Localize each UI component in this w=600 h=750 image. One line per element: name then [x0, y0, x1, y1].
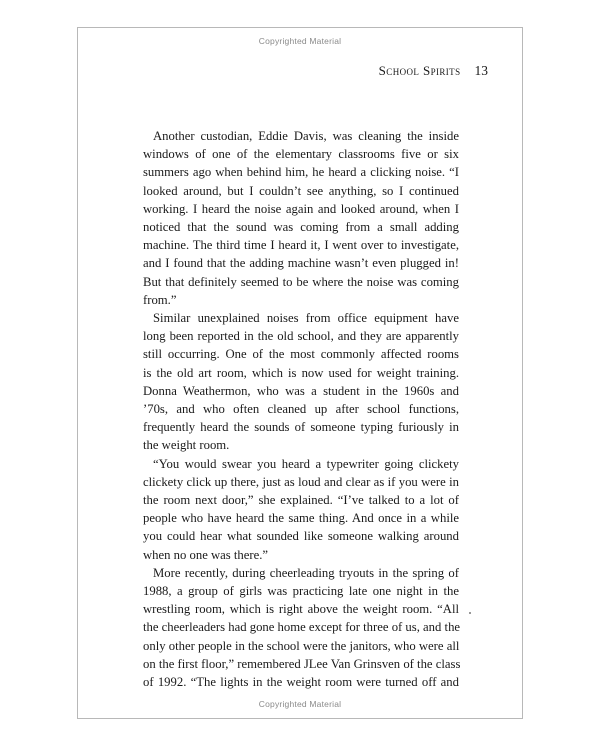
paragraph	[143, 127, 459, 309]
text-line: from.”	[143, 292, 177, 307]
text-line: you could hear what sounded like someone walking around	[143, 529, 459, 544]
text-line: summers ago when behind him, he heard a clicking noise. “I	[143, 165, 459, 180]
text-line: people who have heard the same thing. And once in a while	[143, 511, 459, 526]
copyright-watermark-bottom: Copyrighted Material	[258, 699, 342, 709]
text-line: still occurring. One of the most commonly affected rooms	[143, 347, 459, 362]
text-line: wrestling room, which is right above the weight room. “All	[143, 602, 459, 617]
text-line: windows of one of the elementary classrooms five or six	[143, 147, 459, 162]
running-title: School Spirits	[378, 63, 461, 78]
paragraph	[143, 309, 459, 455]
text-line: when no one was there.”	[143, 547, 269, 562]
body-text	[143, 127, 459, 691]
text-line: of 1992. “The lights in the weight room were turned off and	[143, 675, 459, 690]
text-line: 1988, a group of girls was practicing late one night in the	[143, 584, 459, 599]
text-line: Donna Weathermon, who was a student in the 1960s and	[143, 383, 459, 398]
text-line: “You would swear you heard a typewriter going clickety	[153, 456, 459, 471]
text-line: the weight room.	[143, 438, 230, 453]
page-number: 13	[474, 63, 488, 78]
copyright-watermark-top: Copyrighted Material	[258, 36, 342, 46]
text-line: noticed that the sound was coming from a small adding	[143, 220, 459, 235]
text-line: But that definitely seemed to be where the noise was coming	[143, 274, 459, 289]
text-line: machine. The third time I heard it, I went over to investigate,	[143, 238, 459, 253]
text-line: on the first floor,” remembered JLee Van Grinsven of the class	[143, 656, 461, 671]
paragraph	[143, 564, 459, 691]
text-line: frequently heard the sounds of someone typing furiously in	[143, 420, 459, 435]
text-line: is the old art room, which is now used for weight training.	[143, 365, 459, 380]
text-line: Another custodian, Eddie Davis, was cleaning the inside	[153, 129, 459, 143]
text-line: Similar unexplained noises from office equipment have	[153, 311, 459, 326]
print-speck	[469, 612, 471, 614]
text-line: ’70s, and who often cleaned up after school functions,	[143, 402, 459, 417]
paragraph	[143, 455, 459, 564]
text-line: and I found that the adding machine wasn’t even plugged in!	[143, 256, 459, 271]
text-line: clickety click up there, just as loud and clear as if you were in	[143, 474, 459, 489]
text-line: the cheerleaders had gone home except for three of us, and the	[143, 620, 461, 635]
text-line: More recently, during cheerleading tryouts in the spring of	[153, 565, 459, 580]
text-line: looked around, but I couldn’t see anything, so I continued	[143, 183, 459, 198]
text-line: only other people in the school were the janitors, who were all	[143, 638, 460, 653]
running-head	[379, 63, 488, 79]
text-line: long been reported in the old school, and they are apparently	[143, 329, 459, 344]
text-line: the room next door,” she explained. “I’ve talked to a lot of	[143, 493, 459, 508]
text-line: working. I heard the noise again and looked around, when I	[143, 201, 459, 216]
